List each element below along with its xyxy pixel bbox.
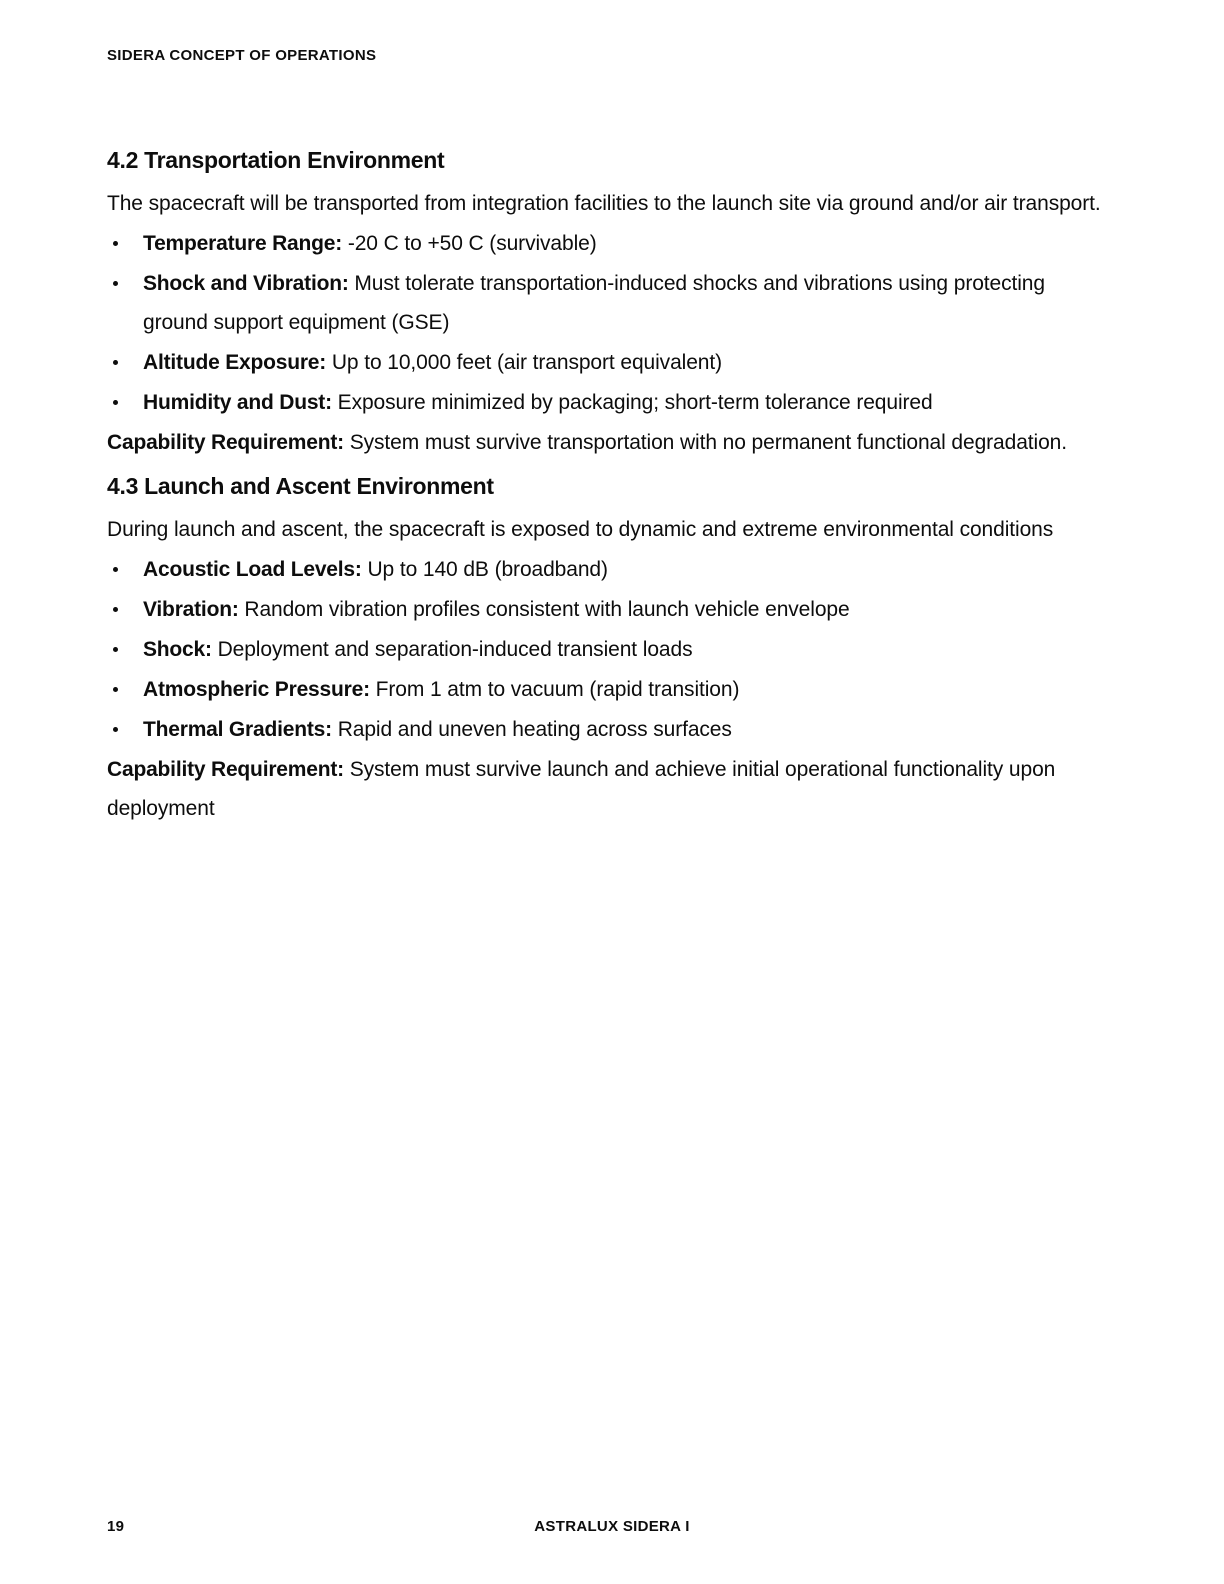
bullet-text: Random vibration profiles consistent with launch vehicle envelope [244, 598, 850, 621]
page-number: 19 [107, 1518, 125, 1535]
capability-text: System must survive transportation with no permanent functional degradation. [349, 431, 1067, 454]
bullet-label: Thermal Gradients: [143, 718, 332, 741]
bullet-icon [113, 281, 118, 286]
list-item [107, 710, 1107, 749]
section-4-3-capability [107, 750, 1107, 828]
bullet-text: Exposure minimized by packaging; short-term tolerance required [337, 391, 933, 414]
bullet-label: Temperature Range: [143, 232, 343, 255]
section-4-3-intro: During launch and ascent, the spacecraft is exposed to dynamic and extreme environmental conditions [107, 518, 1054, 541]
section-4-3-bullet-list [107, 550, 1107, 749]
bullet-text: Up to 10,000 feet (air transport equivalent) [331, 351, 723, 374]
bullet-text: Up to 140 dB (broadband) [367, 558, 608, 581]
running-header: SIDERA CONCEPT OF OPERATIONS [107, 47, 377, 64]
bullet-icon [113, 567, 118, 572]
bullet-icon [113, 360, 118, 365]
section-4-2-capability [107, 423, 1107, 462]
list-item [107, 550, 1107, 589]
bullet-label: Atmospheric Pressure: [143, 678, 370, 701]
list-item [107, 590, 1107, 629]
bullet-label: Vibration: [143, 598, 239, 621]
list-item [107, 264, 1107, 342]
bullet-icon [113, 727, 118, 732]
bullet-text: Rapid and uneven heating across surfaces [337, 718, 732, 741]
bullet-text: -20 C to +50 C (survivable) [347, 232, 597, 255]
bullet-text: From 1 atm to vacuum (rapid transition) [375, 678, 740, 701]
footer-document-title: ASTRALUX SIDERA I [534, 1518, 690, 1535]
bullet-label: Humidity and Dust: [143, 391, 332, 414]
bullet-icon [113, 400, 118, 405]
capability-label: Capability Requirement: [107, 431, 344, 454]
list-item [107, 383, 1107, 422]
list-item [107, 630, 1107, 669]
bullet-icon [113, 687, 118, 692]
bullet-label: Altitude Exposure: [143, 351, 327, 374]
bullet-label: Acoustic Load Levels: [143, 558, 362, 581]
section-heading-4-3: 4.3 Launch and Ascent Environment [107, 473, 494, 499]
capability-text: System must survive launch and achieve initial operational functionality upon deployment [107, 758, 1056, 820]
bullet-text: Must tolerate transportation-induced shocks and vibrations using protecting ground support equipment (GSE) [143, 272, 1045, 334]
section-4-2-intro: The spacecraft will be transported from integration facilities to the launch site via ground and/or air transport. [107, 192, 1101, 215]
list-item [107, 224, 1107, 263]
section-heading-4-2: 4.2 Transportation Environment [107, 147, 445, 173]
page-footer [0, 1518, 1224, 1538]
document-content [107, 143, 1107, 829]
bullet-icon [113, 241, 118, 246]
bullet-label: Shock and Vibration: [143, 272, 349, 295]
list-item [107, 670, 1107, 709]
capability-label: Capability Requirement: [107, 758, 344, 781]
section-4-2-bullet-list [107, 224, 1107, 422]
list-item [107, 343, 1107, 382]
bullet-icon [113, 607, 118, 612]
bullet-label: Shock: [143, 638, 212, 661]
bullet-icon [113, 647, 118, 652]
bullet-text: Deployment and separation-induced transient loads [217, 638, 693, 661]
